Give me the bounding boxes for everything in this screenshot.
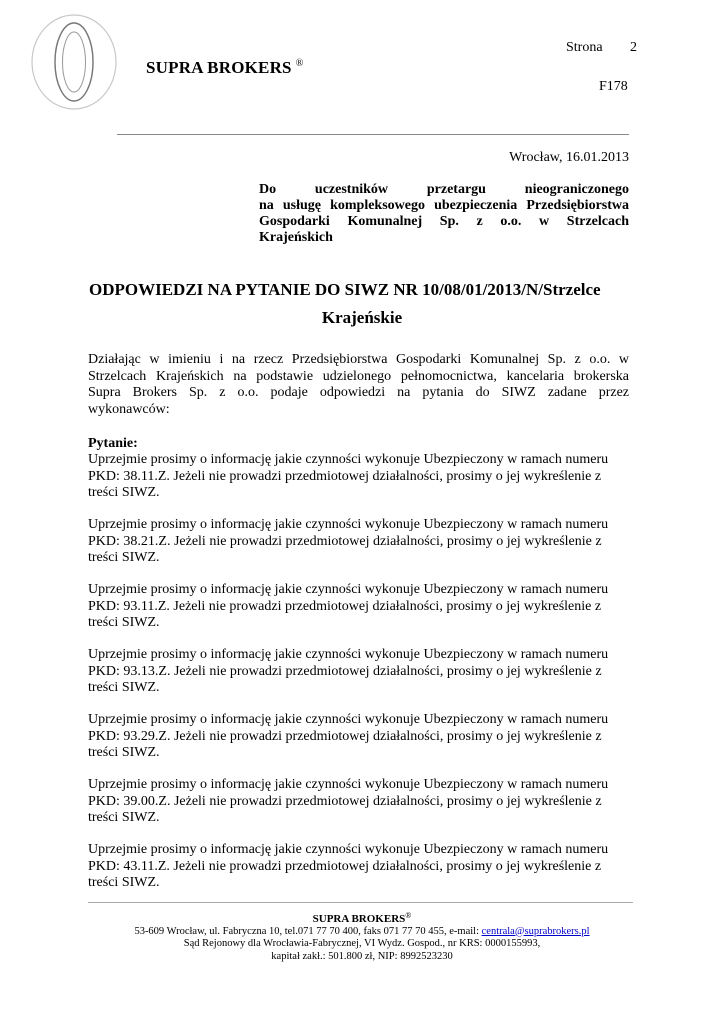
brand-name: SUPRA BROKERS ® [146,58,304,77]
question-line: treści SIWZ. [88,680,160,695]
question-line: treści SIWZ. [88,615,160,630]
question-line: treści SIWZ. [88,875,160,890]
question-line: Uprzejmie prosimy o informację jakie czynności wykonuje Ubezpieczony w ramach numeru [88,777,609,792]
recipient-line: na usługę kompleksowego ubezpieczenia Przedsiębiorstwa [259,198,629,213]
question-item [88,452,633,502]
question-line: PKD: 38.11.Z. Jeżeli nie prowadzi przedmiotowej działalności, prosimy o jej wykreślenie z [88,468,602,484]
question-line: Uprzejmie prosimy o informację jakie czynności wykonuje Ubezpieczony w ramach numeru [88,647,609,662]
question-line: Uprzejmie prosimy o informację jakie czynności wykonuje Ubezpieczony w ramach numeru [88,842,609,857]
question-item [88,777,633,827]
recipient-line: Do uczestników przetargu nieograniczonego [259,182,629,197]
page-number: 2 [630,40,637,55]
question-line: treści SIWZ. [88,745,160,760]
footer [0,910,724,963]
oval-ring-logo-icon [30,12,118,112]
question-line: PKD: 93.11.Z. Jeżeli nie prowadzi przedmiotowej działalności, prosimy o jej wykreślenie z [88,598,602,614]
page-label: Strona [566,40,603,55]
intro-line: Strzelcach Krajeńskich na podstawie udzielonego pełnomocnictwa, kancelaria brokerska [88,368,629,384]
question-line: treści SIWZ. [88,810,160,825]
footer-capital: kapitał zakł.: 501.800 zł, NIP: 8992523230 [271,950,453,962]
questions-list [88,452,633,907]
question-line: PKD: 43.11.Z. Jeżeli nie prowadzi przedmiotowej działalności, prosimy o jej wykreślenie z [88,858,602,874]
question-line: Uprzejmie prosimy o informację jakie czynności wykonuje Ubezpieczony w ramach numeru [88,517,609,532]
footer-brand: SUPRA BROKERS® [312,911,412,925]
question-item [88,582,633,632]
document-title-continued: Krajeńskie [321,308,403,327]
question-line: PKD: 93.13.Z. Jeżeli nie prowadzi przedmiotowej działalności, prosimy o jej wykreślenie z [88,663,602,679]
header-divider [117,134,629,135]
question-line: PKD: 39.00.Z. Jeżeli nie prowadzi przedmiotowej działalności, prosimy o jej wykreślenie z [88,793,602,809]
intro-line: Supra Brokers Sp. z o.o. podaje odpowiedzi na pytania do SIWZ zadane przez [88,385,629,400]
question-line: Uprzejmie prosimy o informację jakie czynności wykonuje Ubezpieczony w ramach numeru [88,452,609,467]
recipient-line: Gospodarki Komunalnej Sp. z o.o. w Strzelcach [259,214,629,229]
question-line: Uprzejmie prosimy o informację jakie czynności wykonuje Ubezpieczony w ramach numeru [88,582,609,597]
footer-address: 53-609 Wrocław, ul. Fabryczna 10, tel.071 77 70 400, faks 071 77 70 455, e-mail: centrala@suprabrokers.pl [134,925,590,937]
recipient-block [259,182,629,246]
footer-court: Sąd Rejonowy dla Wrocławia-Fabrycznej, VI Wydz. Gospod., nr KRS: 0000155993, [183,938,541,949]
question-line: treści SIWZ. [88,550,160,565]
form-code: F178 [599,79,628,94]
intro-paragraph [88,352,629,418]
recipient-line: Krajeńskich [259,230,333,245]
question-item [88,712,633,762]
letter-date: Wrocław, 16.01.2013 [509,150,629,165]
footer-divider [88,902,633,903]
question-line: Uprzejmie prosimy o informację jakie czynności wykonuje Ubezpieczony w ramach numeru [88,712,609,727]
question-line: PKD: 38.21.Z. Jeżeli nie prowadzi przedmiotowej działalności, prosimy o jej wykreślenie z [88,533,602,549]
intro-line: Działając w imieniu i na rzecz Przedsiębiorstwa Gospodarki Komunalnej Sp. z o.o. w [88,352,629,367]
document-title: ODPOWIEDZI NA PYTANIE DO SIWZ NR 10/08/01/2013/N/Strzelce [89,280,601,299]
registered-mark: ® [295,58,304,69]
footer-email-link[interactable]: centrala@suprabrokers.pl [481,925,590,937]
question-heading: Pytanie: [88,436,138,451]
question-line: PKD: 93.29.Z. Jeżeli nie prowadzi przedmiotowej działalności, prosimy o jej wykreślenie z [88,728,602,744]
question-item [88,517,633,567]
question-item [88,647,633,697]
footer-registered-mark: ® [405,911,412,920]
question-line: treści SIWZ. [88,485,160,500]
question-item [88,842,633,892]
intro-line: wykonawców: [88,401,170,417]
